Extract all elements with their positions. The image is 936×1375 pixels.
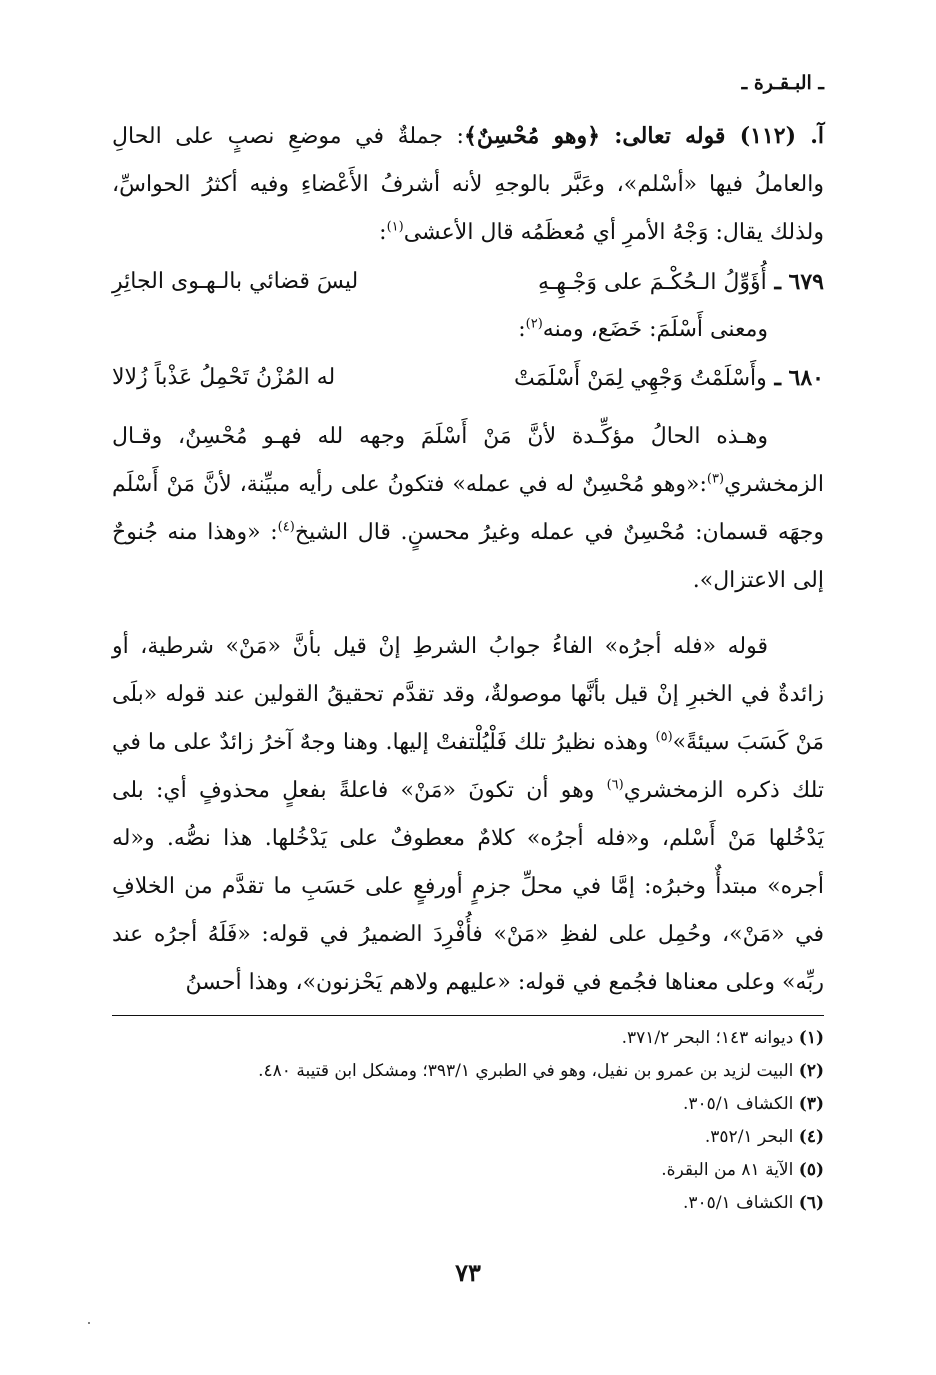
- verse-intro-line: [112, 307, 824, 353]
- page-number: ٧٣: [455, 1258, 481, 1287]
- poetry-verse-679: [112, 257, 824, 307]
- footnote-text: البيت لزيد بن عمرو بن نفيل، وهو في الطبري ٣٩٣/١؛ ومشكل ابن قتيبة ٤٨٠.: [258, 1061, 794, 1081]
- footnote-ref-1: (١): [386, 219, 404, 235]
- footnote-text: الآية ٨١ من البقرة.: [661, 1160, 794, 1180]
- footnote-number: (٢): [798, 1061, 824, 1081]
- footnote-separator: [112, 1015, 824, 1016]
- footnote-text: البحر ٣٥٢/١.: [704, 1127, 794, 1147]
- paragraph-text-end: :: [379, 220, 387, 245]
- footnote-number: (١): [798, 1028, 824, 1048]
- verse-second-hemistich: ليسَ قضائي بالـهـوى الجائِرِ: [112, 269, 359, 294]
- paragraph-text: قوله «فله أجرُه» الفاءُ جوابُ الشرطِ إنْ قيل بأنَّ «مَنْ» شرطية، أو زائدةٌ في الخبرِ إنْ قيل بأنَّها موصولةٌ، وقد تقدَّم تحقيقُ القولين عند قوله «بلَى مَنْ كَسَبَ سيئةً»: [112, 634, 825, 755]
- paragraph-text: وهـذه الحالُ مؤكِّـدة لأنَّ مَنْ أَسْلَمَ وجهه لله فهـو مُحْسِنٌ، وقـال الزمخشري: [112, 424, 824, 497]
- footnote-text: ديوانه ١٤٣؛ البحر ٣٧١/٢.: [621, 1028, 794, 1048]
- verse-number: ٦٧٩ ـ: [766, 269, 824, 295]
- scan-speck: [88, 1322, 90, 1324]
- footnote-number: (٣): [798, 1094, 824, 1114]
- footnote-ref-5: (٥): [655, 729, 673, 745]
- footnote-1: [112, 1022, 824, 1055]
- footnote-number: (٤): [798, 1127, 824, 1147]
- footnote-6: [112, 1187, 824, 1220]
- main-text: [112, 112, 824, 1007]
- verse-first-hemistich: [538, 257, 824, 307]
- running-head: ـ البـقـرة ـ: [741, 72, 824, 94]
- footnotes: [112, 1022, 824, 1220]
- paragraph-ayah-112: [112, 112, 824, 257]
- verse-number: ٦٨٠ ـ: [766, 365, 824, 391]
- paragraph-text: وهو أن تكونَ «مَنْ» فاعلةً بفعلٍ محذوفٍ أي: بلى يَدْخُلها مَنْ أَسْلم، و«فله أجرُه» كلامٌ معطوفٌ على يَدْخُلها. هذا نصُّه. و«له أجره» مبتدأٌ وخبرُه: إمَّا في محلِّ جزمٍ أورفعٍ على حَسَبِ ما تقدَّم من الخلافِ في «مَنْ»، وحُمِل على لفظِ «مَنْ» فأُفْرِدَ الضميرُ في قوله: «فَلَهُ أجرُه عند ربِّه» وعلى معناها فجُمع في قوله: «عليهم ولاهم يَحْزنون»، وهذا أحسنُ: [112, 778, 824, 995]
- verse-text: أُؤَوِّلُ الـحُكْـمَ على وَجْـهِـهِ: [537, 270, 767, 295]
- footnote-ref-3: (٣): [706, 471, 725, 487]
- footnote-ref-6: (٦): [606, 777, 624, 793]
- intro-text: ومعنى أَسْلَمَ: خَضَع، ومنه: [542, 317, 768, 342]
- paragraph-text: : «وهذا منه جُنوحٌ إلى الاعتزال».: [112, 520, 824, 593]
- poetry-verse-680: [112, 353, 824, 403]
- paragraph-text: :«وهو مُحْسِنٌ له في عمله» فتكونُ على رأيه مبيِّنة، لأنَّ مَنْ أَسْلَم وجهَه قسمان: مُحْسِنٌ في عمله وغيرُ محسنٍ. قال الشيخ: [112, 472, 824, 545]
- footnote-5: [112, 1154, 824, 1187]
- footnote-text: الكشاف ٣٠٥/١.: [683, 1193, 794, 1213]
- spacer: [112, 403, 824, 413]
- footnote-text: الكشاف ٣٠٥/١.: [683, 1094, 794, 1114]
- verse-second-hemistich: له المُزْنُ تَحْمِلُ عَذْباً زُلالا: [112, 365, 336, 390]
- ayah-reference: آ. (١١٢) قوله تعالى:: [599, 123, 825, 149]
- quran-quote: ﴿وهو مُحْسِنٌ﴾: [463, 123, 600, 149]
- footnote-2: [112, 1055, 824, 1088]
- footnote-ref-4: (٤): [277, 519, 295, 535]
- paragraph-falahu-ajruh: [112, 623, 824, 1007]
- intro-text-end: :: [518, 317, 526, 342]
- verse-first-hemistich: [514, 353, 824, 403]
- paragraph-hal: [112, 413, 824, 605]
- footnote-ref-2: (٢): [525, 316, 543, 332]
- footnote-number: (٥): [798, 1160, 824, 1180]
- spacer: [112, 605, 824, 623]
- footnote-number: (٦): [798, 1193, 824, 1213]
- paragraph-text: : جملةٌ في موضعِ نصبٍ على الحالِ والعاملُ فيها «أسْلم»، وعَبَّر بالوجهِ لأنه أشرفُ الأَعْضاءِ وفيه أكثرُ الحواسِّ، ولذلك يقال: وَجْهُ الأمرِ أي مُعظَمُه قال الأعشى: [112, 124, 824, 245]
- verse-text: وأَسْلَمْتُ وَجْهِي لِمَنْ أَسْلَمَتْ: [514, 366, 767, 391]
- footnote-3: [112, 1088, 824, 1121]
- footnote-4: [112, 1121, 824, 1154]
- paragraph-text: وهذه نظيرُ تلك فَلْيُلْتفتْ إليها. وهنا وجهٌ آخرُ زائدٌ على ما في تلك ذكره الزمخشري: [112, 730, 825, 803]
